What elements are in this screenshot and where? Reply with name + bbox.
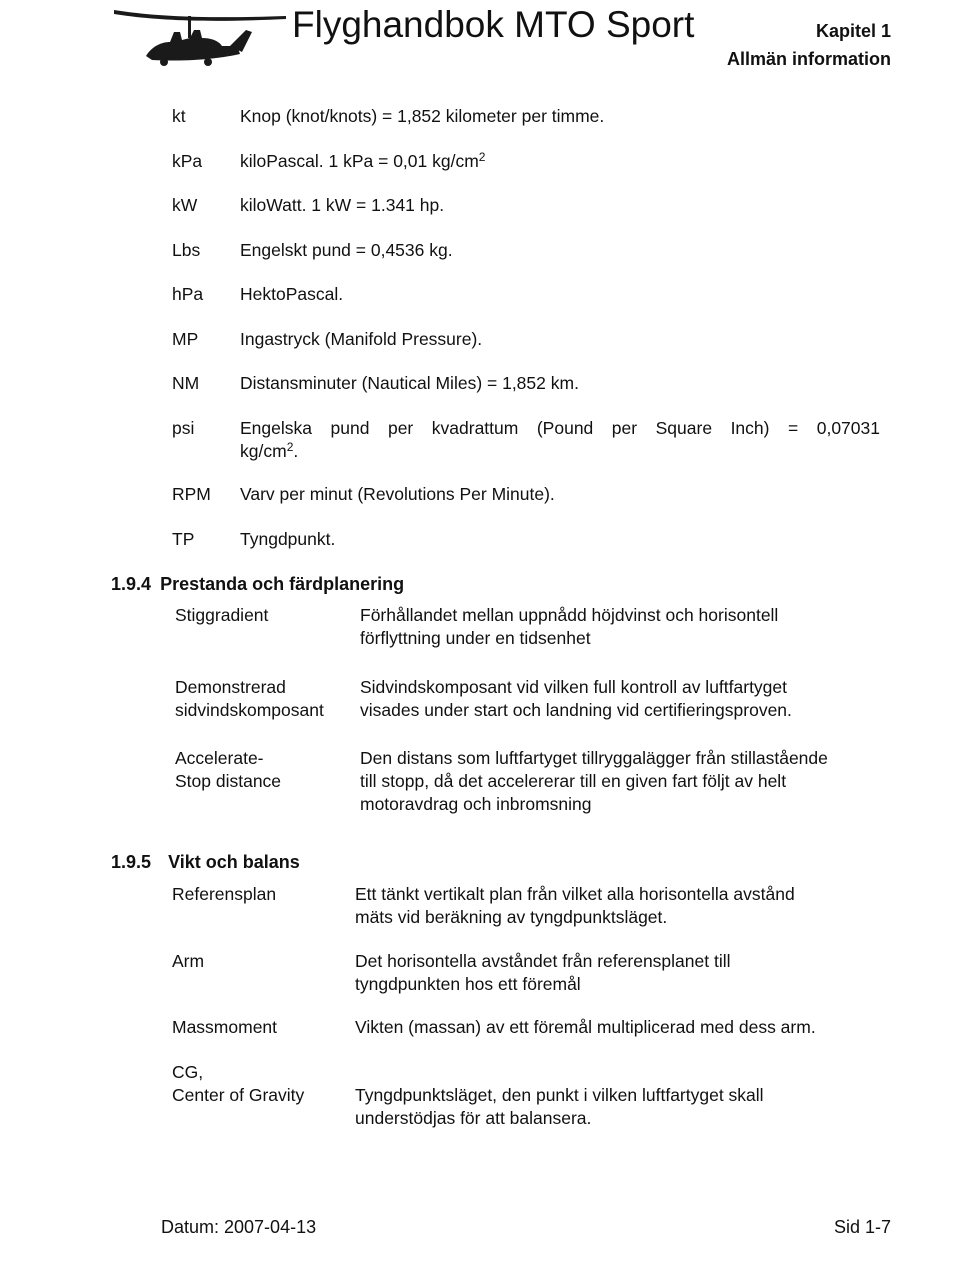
definition-text: Den distans som luftfartyget tillryggalägger från stillastående till stopp, då det accelererar till en given fart följt av helt motoravdrag och inbromsning [360,748,828,814]
definition-term: Massmoment [172,1017,278,1037]
page-number: Sid 1-7 [833,1217,891,1237]
abbreviation-key: kW [172,195,198,215]
abbreviation-key: kt [172,106,186,126]
abbreviation-key: TP [172,529,195,549]
superscript: 2 [478,150,486,164]
document-title: Flyghandbok MTO Sport [292,4,695,45]
definition-term: Demonstrerad sidvindskomposant [175,677,324,720]
abbreviation-definition [240,150,880,173]
section-number: 1.9.5 [111,852,152,872]
definition-text: kg/cm [240,441,287,461]
definition-text: Sidvindskomposant vid vilken full kontroll av luftfartyget visades under start och landning vid certifieringsproven. [360,677,792,720]
definition-term: CG, Center of Gravity [172,1062,305,1105]
definition-text: Förhållandet mellan uppnådd höjdvinst och horisontell förflyttning under en tidsenhet [360,605,779,648]
abbreviation-key: MP [172,329,199,349]
chapter-label: Kapitel 1 [815,21,891,41]
abbreviation-definition-continued [240,440,880,463]
abbreviation-definition: Varv per minut (Revolutions Per Minute). [240,484,555,504]
section-number: 1.9.4 [111,574,152,594]
definition-term: Arm [172,951,205,971]
gyrocopter-logo [112,2,288,68]
definition-tail: . [293,441,299,461]
definition-text: Det horisontella avståndet från referensplanet till tyngdpunkten hos ett föremål [355,951,731,994]
definition-term: Stiggradient [175,605,269,625]
definition-text: Vikten (massan) av ett föremål multiplicerad med dess arm. [355,1017,816,1037]
abbreviation-definition: Tyngdpunkt. [240,529,336,549]
definition-text: Ett tänkt vertikalt plan från vilket alla horisontella avstånd mäts vid beräkning av tyngdpunktsläget. [355,884,795,927]
definition-term: Referensplan [172,884,277,904]
abbreviation-definition: Distansminuter (Nautical Miles) = 1,852 km. [240,373,579,393]
abbreviation-key: psi [172,418,195,438]
abbreviation-key: RPM [172,484,211,504]
chapter-subtitle: Allmän information [726,49,891,69]
abbreviation-definition: Engelska pund per kvadrattum (Pound per Square Inch) = 0,07031 [240,418,880,438]
superscript: 2 [286,440,294,454]
abbreviation-key: NM [172,373,200,393]
abbreviation-definition: HektoPascal. [240,284,344,304]
abbreviation-definition: Knop (knot/knots) = 1,852 kilometer per timme. [240,106,605,126]
definition-text: Tyngdpunktsläget, den punkt i vilken luftfartyget skall understödjas för att balansera. [355,1085,764,1128]
section-title: Prestanda och färdplanering [160,574,405,594]
definition-term: Accelerate- Stop distance [175,748,282,791]
section-heading [111,572,404,596]
abbreviation-key: hPa [172,284,204,304]
abbreviation-key: Lbs [172,240,201,260]
abbreviation-definition: kiloWatt. 1 kW = 1.341 hp. [240,195,445,215]
footer-date: Datum: 2007-04-13 [161,1217,317,1237]
abbreviation-definition: Ingastryck (Manifold Pressure). [240,329,483,349]
abbreviation-definition: Engelskt pund = 0,4536 kg. [240,240,453,260]
section-title: Vikt och balans [168,852,300,872]
section-heading [111,850,300,874]
abbreviation-key: kPa [172,151,203,171]
definition-text: kiloPascal. 1 kPa = 0,01 kg/cm [240,151,479,171]
